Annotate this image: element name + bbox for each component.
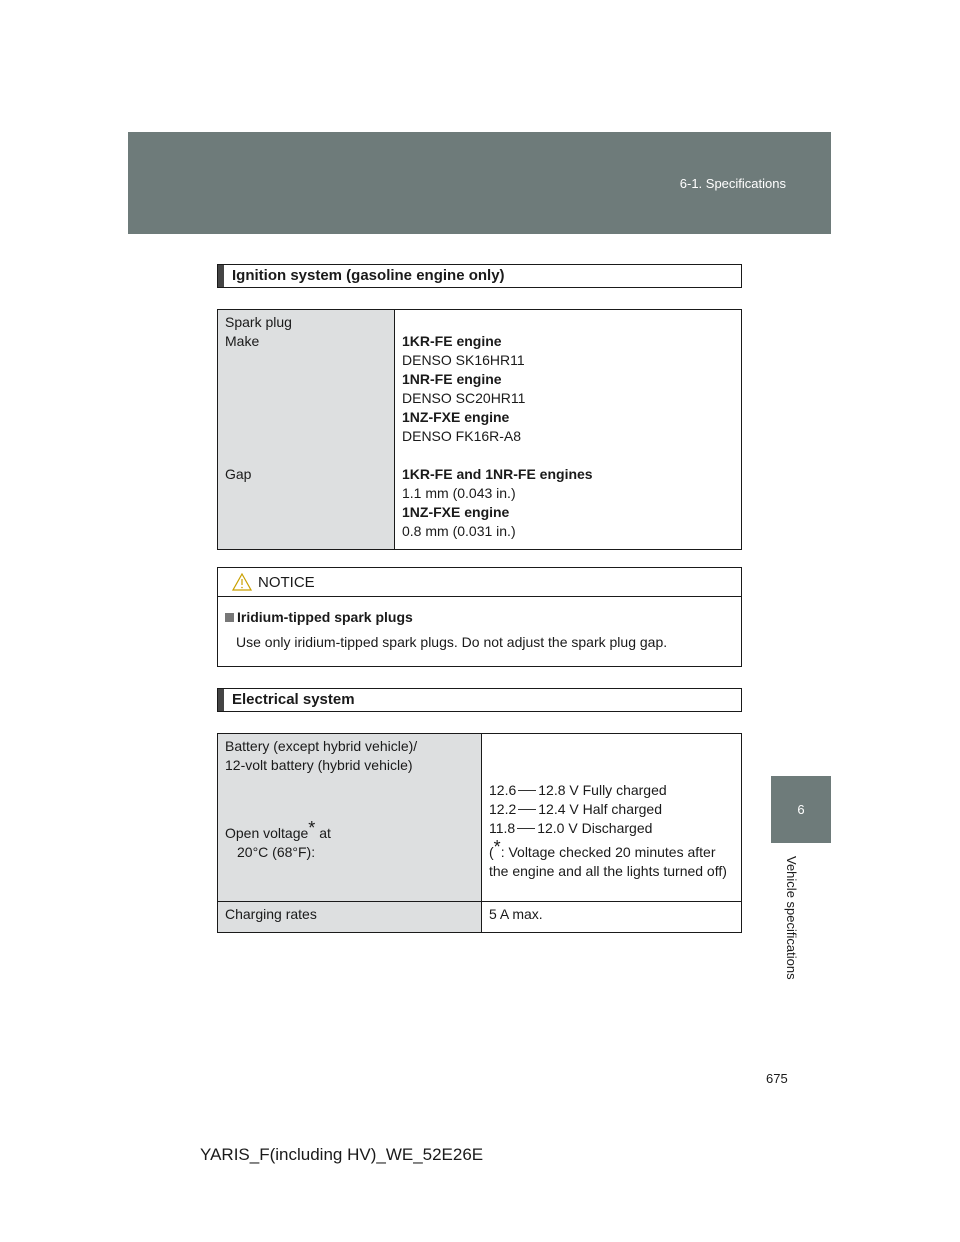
notice-title — [225, 609, 413, 625]
temperature-label: 20°C (68°F): — [237, 844, 316, 860]
square-bullet-icon — [225, 613, 234, 622]
voltage-row: 11.8 12.0 V Discharged — [489, 820, 653, 836]
document-footer: YARIS_F(including HV)_WE_52E26E — [200, 1145, 484, 1164]
notice-title-text: Iridium-tipped spark plugs — [237, 609, 413, 625]
make-part: DENSO SK16HR11 — [402, 352, 525, 368]
heading-bar — [218, 265, 224, 287]
make-label: Make — [225, 333, 260, 349]
battery-key-cell — [218, 734, 482, 902]
battery-label: Battery (except hybrid vehicle)/ — [225, 738, 418, 754]
charging-value-cell — [482, 902, 742, 933]
chapter-label: Vehicle specifications — [784, 856, 799, 980]
warning-icon — [232, 573, 252, 591]
ignition-table — [217, 309, 742, 550]
page-number: 675 — [766, 1071, 788, 1086]
gap-label: Gap — [225, 466, 252, 482]
gap-engine: 1KR-FE and 1NR-FE engines — [402, 466, 593, 482]
table-row — [218, 902, 742, 933]
make-engine: 1NR-FE engine — [402, 371, 502, 387]
chapter-tab[interactable]: 6 — [771, 776, 831, 843]
ignition-heading — [217, 264, 742, 288]
ignition-value-cell — [395, 310, 742, 550]
battery-value-cell — [482, 734, 742, 902]
section-title: 6-1. Specifications — [679, 176, 786, 191]
charging-value: 5 A max. — [489, 906, 543, 922]
notice-header — [218, 568, 741, 597]
ignition-heading-text: Ignition system (gasoline engine only) — [232, 267, 505, 284]
gap-engine: 1NZ-FXE engine — [402, 504, 510, 520]
gap-value: 0.8 mm (0.031 in.) — [402, 523, 516, 539]
charging-key-cell — [218, 902, 482, 933]
header-band — [128, 132, 831, 234]
charging-label: Charging rates — [225, 906, 317, 922]
electrical-heading — [217, 688, 742, 712]
gap-value: 1.1 mm (0.043 in.) — [402, 485, 516, 501]
make-part: DENSO SC20HR11 — [402, 390, 526, 406]
make-part: DENSO FK16R-A8 — [402, 428, 522, 444]
heading-bar — [218, 689, 224, 711]
spark-plug-label: Spark plug — [225, 314, 292, 330]
voltage-footnote: (*: Voltage checked 20 minutes after the engine and all the lights turned off) — [489, 837, 727, 879]
voltage-row: 12.6 12.8 V Fully charged — [489, 782, 667, 798]
make-engine: 1NZ-FXE engine — [402, 409, 510, 425]
electrical-table — [217, 733, 742, 933]
notice-box — [217, 567, 742, 667]
electrical-heading-text: Electrical system — [232, 691, 355, 708]
table-row — [218, 310, 742, 550]
make-engine: 1KR-FE engine — [402, 333, 502, 349]
open-voltage-label: Open voltage* at — [225, 818, 331, 841]
notice-label: NOTICE — [258, 574, 315, 591]
battery-label: 12-volt battery (hybrid vehicle) — [225, 757, 413, 773]
ignition-key-cell — [218, 310, 395, 550]
table-row — [218, 734, 742, 902]
notice-text: Use only iridium-tipped spark plugs. Do not adjust the spark plug gap. — [236, 634, 668, 650]
voltage-row: 12.2 12.4 V Half charged — [489, 801, 662, 817]
